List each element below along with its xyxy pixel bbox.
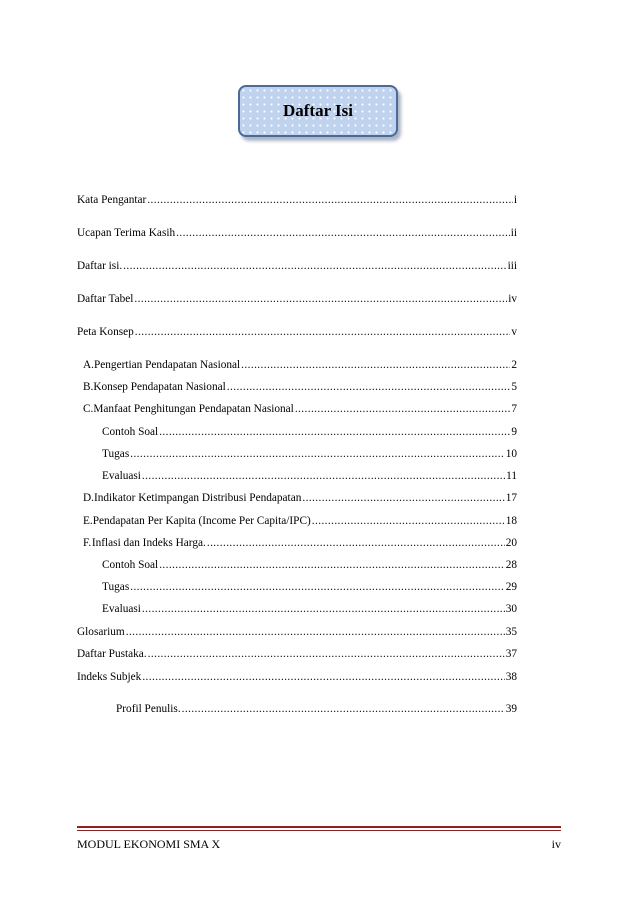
toc-entry-section-a[interactable] [83,358,517,372]
toc-entry-label: Daftar isi. [77,260,123,272]
toc-entry-label: Pengertian Pendapatan Nasional [93,359,241,371]
toc-entry-section-b[interactable] [83,380,517,394]
toc-entry-label: Evaluasi [102,470,141,482]
toc-entry-label: Contoh Soal [102,426,159,438]
toc-entry-peta-konsep[interactable] [77,325,517,339]
toc-entry-page: 5 [511,381,517,393]
toc-entry-label: Glosarium [77,626,125,638]
toc-entry-glosarium[interactable] [77,625,517,639]
toc-entry-evaluasi-1[interactable] [102,469,517,483]
toc-entry-label: Kata Pengantar [77,194,147,206]
toc-entry-page: 35 [505,626,517,638]
toc-entry-page: 28 [505,559,517,571]
toc-entry-prefix: D. [83,492,94,504]
toc-entry-page: 2 [511,359,517,371]
toc-entry-evaluasi-2[interactable] [102,602,517,616]
toc-entry-label: Manfaat Penghitungan Pendapatan Nasional [93,403,294,415]
toc-entry-label: Contoh Soal [102,559,159,571]
toc-entry-page: iii [507,260,517,272]
footer-divider [77,826,561,828]
toc-entry-indeks-subjek[interactable] [77,670,517,684]
toc-entry-profil-penulis[interactable] [116,702,517,716]
footer-page-number: iv [551,837,561,851]
toc-entry-page: ii [510,227,517,239]
toc-entry-daftar-isi[interactable] [77,259,517,273]
toc-entry-label: Daftar Tabel [77,293,134,305]
toc-entry-label: Konsep Pendapatan Nasional [93,381,226,393]
toc-entry-label: Profil Penulis. [116,703,181,715]
toc-entry-prefix: F. [83,537,92,549]
toc-entry-label: Daftar Pustaka. [77,648,147,660]
toc-entry-tugas-2[interactable] [102,580,517,594]
toc-entry-label: Peta Konsep [77,326,134,338]
toc-entry-page: 9 [511,426,517,438]
toc-entry-page: 29 [505,581,517,593]
toc-entry-prefix: E. [83,515,93,527]
toc-entry-page: 18 [505,515,517,527]
toc-entry-label: Inflasi dan Indeks Harga. [91,537,206,549]
toc-entry-page: 17 [505,492,517,504]
toc-entry-daftar-tabel[interactable] [77,292,517,306]
toc-entry-label: Ucapan Terima Kasih [77,227,176,239]
page-title: Daftar Isi [282,101,354,120]
toc-entry-contoh-soal-1[interactable] [102,425,517,439]
toc-entry-kata-pengantar[interactable] [77,193,517,207]
toc-entry-label: Indikator Ketimpangan Distribusi Pendapatan [93,492,302,504]
toc-entry-page: 10 [505,448,517,460]
toc-entry-section-e[interactable] [83,514,517,528]
toc-entry-contoh-soal-2[interactable] [102,558,517,572]
toc-entry-page: 11 [506,470,517,482]
toc-entry-prefix: B. [83,381,94,393]
toc-entry-label: Tugas [102,581,130,593]
toc-entry-daftar-pustaka[interactable] [77,647,517,661]
toc-entry-page: 20 [505,537,517,549]
toc-entry-label: Evaluasi [102,603,141,615]
toc-entry-section-c[interactable] [83,402,517,416]
toc-entry-section-d[interactable] [83,491,517,505]
footer-module-name: MODUL EKONOMI SMA X [77,837,221,851]
toc-entry-page: 37 [505,648,517,660]
toc-entry-ucapan-terima-kasih[interactable] [77,226,517,240]
toc-entry-prefix: C. [83,403,94,415]
toc-entry-label: Pendapatan Per Kapita (Income Per Capita/IPC) [92,515,311,527]
toc-entry-page: v [511,326,517,338]
toc-entry-tugas-1[interactable] [102,447,517,461]
toc-entry-label: Tugas [102,448,130,460]
toc-entry-section-f[interactable] [83,536,517,550]
toc-entry-page: i [513,194,517,206]
toc-entry-page: 7 [511,403,517,415]
toc-entry-prefix: A. [83,359,94,371]
toc-entry-page: 30 [505,603,517,615]
toc-entry-page: 38 [505,671,517,683]
toc-entry-page: 39 [505,703,517,715]
footer-divider-thin [77,830,561,831]
toc-entry-label: Indeks Subjek [77,671,142,683]
toc-entry-page: iv [508,293,517,305]
